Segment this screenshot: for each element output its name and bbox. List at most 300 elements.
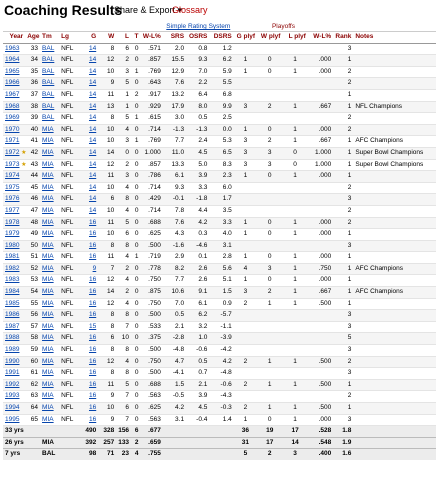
games-cell-link[interactable]: 14 <box>88 125 97 133</box>
team-cell[interactable] <box>40 252 59 264</box>
team-cell[interactable] <box>40 414 59 426</box>
win-pct-cell: .563 <box>141 414 163 426</box>
team-cell-link[interactable]: MIA <box>42 334 54 342</box>
team-cell[interactable] <box>40 171 59 183</box>
year-cell-link[interactable]: 1990 <box>5 357 20 365</box>
team-cell-link[interactable]: MIA <box>42 183 54 191</box>
year-cell[interactable] <box>3 368 25 380</box>
year-cell-link[interactable]: 1978 <box>5 218 20 226</box>
col-header-lg[interactable]: Lg <box>59 32 80 44</box>
year-cell[interactable] <box>3 403 25 415</box>
team-cell[interactable] <box>40 333 59 345</box>
team-cell[interactable] <box>40 229 59 241</box>
team-cell[interactable] <box>40 182 59 194</box>
games-cell[interactable] <box>80 379 98 391</box>
year-cell-link[interactable]: 1974 <box>5 172 20 180</box>
team-cell-link[interactable]: BAL <box>42 114 55 122</box>
games-cell-link[interactable]: 14 <box>88 160 97 168</box>
games-cell[interactable] <box>80 345 98 357</box>
year-cell[interactable] <box>3 205 25 217</box>
col-header-tm[interactable]: Tm <box>40 32 59 44</box>
playoff-wins-cell: 0 <box>257 171 282 183</box>
games-cell-link[interactable]: 16 <box>88 288 97 296</box>
col-header-osrs[interactable]: OSRS <box>186 32 209 44</box>
srs-cell: 7.8 <box>163 205 186 217</box>
col-header-rank[interactable]: Rank <box>333 32 353 44</box>
games-cell-link[interactable]: 14 <box>88 195 97 203</box>
year-cell[interactable] <box>3 345 25 357</box>
osrs-cell: 8.0 <box>186 101 209 113</box>
games-cell-link[interactable]: 14 <box>88 206 97 214</box>
team-cell-link[interactable]: MIA <box>42 404 54 411</box>
age-cell: 56 <box>25 310 40 322</box>
year-cell-link[interactable]: 1973 <box>5 160 20 168</box>
team-cell[interactable] <box>40 379 59 391</box>
rank-cell: 2 <box>333 217 353 229</box>
year-cell[interactable] <box>3 147 25 159</box>
age-cell: 36 <box>25 78 40 90</box>
playoff-win-pct-cell <box>308 368 333 380</box>
wins-cell: 9 <box>98 414 116 426</box>
year-cell[interactable] <box>3 78 25 90</box>
games-cell-link[interactable]: 14 <box>88 172 97 180</box>
team-cell[interactable] <box>40 321 59 333</box>
team-cell[interactable] <box>40 310 59 322</box>
playoff-win-pct-cell <box>308 78 333 90</box>
col-header-notes[interactable]: Notes <box>353 32 436 44</box>
year-cell-link[interactable]: 1995 <box>5 415 20 423</box>
srs-cell: 8.2 <box>163 263 186 275</box>
year-cell-link[interactable]: 1985 <box>5 299 20 307</box>
games-cell[interactable] <box>80 414 98 426</box>
table-row <box>3 194 436 206</box>
team-cell-link[interactable]: MIA <box>42 288 54 296</box>
simple-rating-system-link[interactable]: Simple Rating System <box>166 23 231 30</box>
games-cell-link[interactable]: 16 <box>88 334 97 342</box>
osrs-cell: -4.6 <box>186 240 209 252</box>
team-cell-link[interactable]: MIA <box>42 172 54 180</box>
games-cell-link[interactable]: 16 <box>88 392 97 400</box>
year-cell[interactable] <box>3 287 25 299</box>
games-cell-link[interactable]: 14 <box>88 90 97 98</box>
totals-notes-cell <box>353 449 436 460</box>
table-row <box>3 414 436 426</box>
notes-cell <box>353 368 436 380</box>
playoffs-group-header: Playoffs <box>271 23 295 30</box>
ties-cell: 0 <box>131 147 141 159</box>
games-cell-link[interactable]: 16 <box>88 380 97 388</box>
year-cell-link[interactable]: 1988 <box>5 334 20 342</box>
playoff-games-cell: 2 <box>234 298 257 310</box>
osrs-cell: 9.3 <box>186 55 209 67</box>
games-cell[interactable] <box>80 147 98 159</box>
year-cell[interactable] <box>3 275 25 287</box>
dsrs-cell: 2.8 <box>209 252 233 264</box>
games-cell[interactable] <box>80 310 98 322</box>
col-header-w-plyf[interactable]: W plyf <box>257 32 282 44</box>
win-pct-cell: .778 <box>141 263 163 275</box>
year-cell-link[interactable]: 1993 <box>5 392 20 400</box>
osrs-cell: 3.3 <box>186 182 209 194</box>
team-cell-link[interactable]: MIA <box>42 241 54 249</box>
playoff-games-cell: 1 <box>234 229 257 241</box>
osrs-cell: 4.2 <box>186 217 209 229</box>
games-cell[interactable] <box>80 171 98 183</box>
games-cell[interactable] <box>80 298 98 310</box>
totals-srs-cell <box>163 437 186 449</box>
year-cell-link[interactable]: 1968 <box>5 102 20 110</box>
win-pct-cell: .625 <box>141 229 163 241</box>
year-cell-link[interactable]: 1972 <box>5 148 20 156</box>
year-cell[interactable] <box>3 66 25 78</box>
rank-cell: 1 <box>333 136 353 148</box>
ties-cell: 0 <box>131 43 141 55</box>
games-cell-link[interactable]: 16 <box>88 369 97 377</box>
playoff-wins-cell: 2 <box>257 136 282 148</box>
osrs-cell: 0.1 <box>186 252 209 264</box>
games-cell-link[interactable]: 14 <box>88 114 97 122</box>
col-header-g[interactable]: G <box>80 32 98 44</box>
year-cell[interactable] <box>3 89 25 101</box>
games-cell-link[interactable]: 16 <box>88 415 97 423</box>
dsrs-cell: 2.5 <box>209 113 233 125</box>
team-cell[interactable] <box>40 345 59 357</box>
share-export-menu[interactable]: Share & Export ▾ <box>114 5 183 15</box>
wins-cell: 10 <box>98 182 116 194</box>
win-pct-cell: .625 <box>141 403 163 415</box>
games-cell[interactable] <box>80 113 98 125</box>
year-cell[interactable] <box>3 113 25 125</box>
team-cell-link[interactable]: MIA <box>42 299 54 307</box>
team-cell-link[interactable]: MIA <box>42 369 54 377</box>
col-header-age[interactable]: Age <box>25 32 40 44</box>
team-cell[interactable] <box>40 159 59 171</box>
year-cell-link[interactable]: 1965 <box>5 67 20 75</box>
year-cell-link[interactable]: 1970 <box>5 125 20 133</box>
games-cell[interactable] <box>80 252 98 264</box>
team-cell-link[interactable]: MIA <box>42 357 54 365</box>
games-cell[interactable] <box>80 136 98 148</box>
playoff-games-cell <box>234 310 257 322</box>
team-cell-link[interactable]: MIA <box>42 253 54 261</box>
osrs-cell: 2.2 <box>186 78 209 90</box>
year-cell-link[interactable]: 1966 <box>5 79 20 87</box>
team-cell-link[interactable]: MIA <box>42 311 54 319</box>
rank-cell: 1 <box>333 101 353 113</box>
table-row <box>3 310 436 322</box>
team-cell-link[interactable]: MIA <box>42 346 54 354</box>
losses-cell: 5 <box>116 379 131 391</box>
year-cell-link[interactable]: 1975 <box>5 183 20 191</box>
team-cell[interactable] <box>40 66 59 78</box>
year-cell[interactable] <box>3 124 25 136</box>
games-cell-link[interactable]: 14 <box>88 183 97 191</box>
year-cell[interactable] <box>3 217 25 229</box>
games-cell-link[interactable]: 14 <box>88 67 97 75</box>
games-cell[interactable] <box>80 391 98 403</box>
wins-cell: 14 <box>98 287 116 299</box>
games-cell-link[interactable]: 16 <box>88 230 97 238</box>
dsrs-cell: -4.8 <box>209 368 233 380</box>
team-cell[interactable] <box>40 113 59 125</box>
team-cell[interactable] <box>40 136 59 148</box>
team-cell[interactable] <box>40 298 59 310</box>
osrs-cell: 0.5 <box>186 113 209 125</box>
games-cell[interactable] <box>80 205 98 217</box>
year-cell[interactable] <box>3 55 25 67</box>
games-cell-link[interactable]: 16 <box>88 299 97 307</box>
games-cell[interactable] <box>80 263 98 275</box>
games-cell-link[interactable]: 9 <box>92 264 97 272</box>
team-cell-link[interactable]: MIA <box>42 137 54 145</box>
table-row <box>3 101 436 113</box>
year-cell-link[interactable]: 1971 <box>5 137 20 145</box>
dsrs-cell: 1.7 <box>209 194 233 206</box>
year-cell-link[interactable]: 1981 <box>5 253 20 261</box>
games-cell-link[interactable]: 16 <box>88 276 97 284</box>
games-cell[interactable] <box>80 287 98 299</box>
games-cell-link[interactable]: 15 <box>88 322 97 330</box>
table-row <box>3 55 436 67</box>
year-cell[interactable] <box>3 391 25 403</box>
games-cell-link[interactable]: 16 <box>88 218 97 226</box>
games-cell-link[interactable]: 14 <box>88 148 97 156</box>
year-cell[interactable] <box>3 240 25 252</box>
games-cell[interactable] <box>80 182 98 194</box>
games-cell[interactable] <box>80 159 98 171</box>
team-cell-link[interactable]: MIA <box>42 125 54 133</box>
games-cell-link[interactable]: 14 <box>88 79 97 87</box>
games-cell[interactable] <box>80 194 98 206</box>
team-cell-link[interactable]: BAL <box>42 102 55 110</box>
team-cell[interactable] <box>40 55 59 67</box>
year-cell[interactable] <box>3 414 25 426</box>
playoff-games-cell: 2 <box>234 356 257 368</box>
col-header-t[interactable]: T <box>131 32 141 44</box>
col-header-l-plyf[interactable]: L plyf <box>282 32 307 44</box>
col-header-g-plyf[interactable]: G plyf <box>234 32 257 44</box>
ties-cell: 0 <box>131 356 141 368</box>
games-cell-link[interactable]: 16 <box>88 241 97 249</box>
team-cell[interactable] <box>40 275 59 287</box>
year-cell[interactable] <box>3 310 25 322</box>
games-cell[interactable] <box>80 321 98 333</box>
games-cell[interactable] <box>80 89 98 101</box>
games-cell-link[interactable]: 14 <box>88 56 97 64</box>
team-cell-link[interactable]: MIA <box>42 206 54 214</box>
team-cell[interactable] <box>40 263 59 275</box>
league-cell: NFL <box>59 240 80 252</box>
games-cell[interactable] <box>80 229 98 241</box>
rank-cell: 1 <box>333 403 353 415</box>
games-cell[interactable] <box>80 217 98 229</box>
team-cell[interactable] <box>40 287 59 299</box>
team-cell-link[interactable]: MIA <box>42 218 54 226</box>
year-cell-link[interactable]: 1979 <box>5 230 20 238</box>
league-cell: NFL <box>59 229 80 241</box>
year-cell-link[interactable]: 1984 <box>5 288 20 296</box>
osrs-cell: 6.2 <box>186 310 209 322</box>
team-cell-link[interactable]: MIA <box>42 380 54 388</box>
games-cell[interactable] <box>80 124 98 136</box>
year-cell-link[interactable]: 1983 <box>5 276 20 284</box>
col-header-dsrs[interactable]: DSRS <box>209 32 233 44</box>
playoff-losses-cell <box>282 391 307 403</box>
year-cell-link[interactable]: 1967 <box>5 90 20 98</box>
games-cell-link[interactable]: 16 <box>88 253 97 261</box>
table-row <box>3 113 436 125</box>
col-header-w[interactable]: W <box>98 32 116 44</box>
team-cell-link[interactable]: MIA <box>42 276 54 284</box>
losses-cell: 5 <box>116 217 131 229</box>
team-cell-link[interactable]: MIA <box>42 230 54 238</box>
team-cell[interactable] <box>40 78 59 90</box>
games-cell[interactable] <box>80 275 98 287</box>
league-cell: NFL <box>59 101 80 113</box>
team-cell[interactable] <box>40 89 59 101</box>
playoff-losses-cell <box>282 240 307 252</box>
team-cell-link[interactable]: BAL <box>42 90 55 98</box>
year-cell[interactable] <box>3 101 25 113</box>
year-cell[interactable] <box>3 356 25 368</box>
year-cell[interactable] <box>3 43 25 55</box>
games-cell[interactable] <box>80 333 98 345</box>
team-cell[interactable] <box>40 240 59 252</box>
team-cell-link[interactable]: BAL <box>42 67 55 75</box>
year-cell[interactable] <box>3 159 25 171</box>
wins-cell: 14 <box>98 147 116 159</box>
playoff-win-pct-cell: .000 <box>308 275 333 287</box>
team-cell-link[interactable]: MIA <box>42 160 54 168</box>
year-cell-link[interactable]: 1987 <box>5 322 20 330</box>
playoff-losses-cell: 1 <box>282 263 307 275</box>
year-cell-link[interactable]: 1964 <box>5 56 20 64</box>
team-cell[interactable] <box>40 356 59 368</box>
games-cell[interactable] <box>80 403 98 415</box>
year-cell[interactable] <box>3 263 25 275</box>
games-cell[interactable] <box>80 66 98 78</box>
year-cell-link[interactable]: 1989 <box>5 346 20 354</box>
year-cell[interactable] <box>3 298 25 310</box>
table-row <box>3 240 436 252</box>
games-cell-link[interactable]: 16 <box>88 404 97 411</box>
year-cell-link[interactable]: 1980 <box>5 241 20 249</box>
team-cell[interactable] <box>40 124 59 136</box>
team-cell-link[interactable]: MIA <box>42 148 54 156</box>
year-cell-link[interactable]: 1991 <box>5 369 20 377</box>
games-cell[interactable] <box>80 43 98 55</box>
team-cell-link[interactable]: MIA <box>42 264 54 272</box>
year-cell-link[interactable]: 1977 <box>5 206 20 214</box>
win-pct-cell: .857 <box>141 55 163 67</box>
year-cell[interactable] <box>3 252 25 264</box>
col-header-w-l-[interactable]: W-L% <box>308 32 333 44</box>
games-cell-link[interactable]: 14 <box>88 137 97 145</box>
games-cell[interactable] <box>80 356 98 368</box>
team-cell[interactable] <box>40 205 59 217</box>
col-header-l[interactable]: L <box>116 32 131 44</box>
games-cell-link[interactable]: 16 <box>88 357 97 365</box>
team-cell[interactable] <box>40 43 59 55</box>
totals-win-pct-cell: .659 <box>141 437 163 449</box>
year-cell[interactable] <box>3 333 25 345</box>
year-cell[interactable] <box>3 321 25 333</box>
year-cell-link[interactable]: 1994 <box>5 404 20 411</box>
ties-cell: 0 <box>131 287 141 299</box>
year-cell[interactable] <box>3 229 25 241</box>
team-cell[interactable] <box>40 217 59 229</box>
year-cell[interactable] <box>3 136 25 148</box>
games-cell[interactable] <box>80 101 98 113</box>
glossary-link[interactable]: Glossary <box>172 5 208 15</box>
playoff-losses-cell <box>282 321 307 333</box>
team-cell-link[interactable]: BAL <box>42 44 55 52</box>
osrs-cell: 3.2 <box>186 321 209 333</box>
team-cell-link[interactable]: MIA <box>42 322 54 330</box>
losses-cell: 8 <box>116 368 131 380</box>
year-cell-link[interactable]: 1992 <box>5 380 20 388</box>
games-cell-link[interactable]: 14 <box>88 102 97 110</box>
games-cell[interactable] <box>80 78 98 90</box>
losses-cell: 2 <box>116 55 131 67</box>
playoff-losses-cell <box>282 78 307 90</box>
table-row <box>3 298 436 310</box>
team-cell-link[interactable]: BAL <box>42 56 55 64</box>
team-cell[interactable] <box>40 391 59 403</box>
playoff-games-cell <box>234 194 257 206</box>
team-cell[interactable] <box>40 194 59 206</box>
wins-cell: 10 <box>98 403 116 415</box>
year-cell-link[interactable]: 1986 <box>5 311 20 319</box>
rank-cell: 1 <box>333 89 353 101</box>
year-cell-link[interactable]: 1976 <box>5 195 20 203</box>
team-cell-link[interactable]: MIA <box>42 392 54 400</box>
games-cell-link[interactable]: 16 <box>88 346 97 354</box>
team-cell[interactable] <box>40 368 59 380</box>
playoff-win-pct-cell: 1.000 <box>308 159 333 171</box>
year-cell-link[interactable]: 1969 <box>5 114 20 122</box>
games-cell[interactable] <box>80 240 98 252</box>
games-cell[interactable] <box>80 55 98 67</box>
table-footer <box>3 426 436 460</box>
year-cell[interactable] <box>3 379 25 391</box>
year-cell[interactable] <box>3 194 25 206</box>
totals-srs-cell <box>163 449 186 460</box>
games-cell-link[interactable]: 16 <box>88 311 97 319</box>
team-cell-link[interactable]: MIA <box>42 415 54 423</box>
playoff-losses-cell <box>282 368 307 380</box>
wins-cell: 11 <box>98 171 116 183</box>
playoff-losses-cell: 1 <box>282 171 307 183</box>
playoff-win-pct-cell: .000 <box>308 55 333 67</box>
games-cell[interactable] <box>80 368 98 380</box>
team-cell-link[interactable]: MIA <box>42 195 54 203</box>
col-header-srs[interactable]: SRS <box>163 32 186 44</box>
team-cell[interactable] <box>40 147 59 159</box>
wins-cell: 8 <box>98 310 116 322</box>
col-header-w-l-[interactable]: W-L% <box>141 32 163 44</box>
year-cell[interactable] <box>3 171 25 183</box>
games-cell-link[interactable]: 14 <box>88 44 97 52</box>
year-cell-link[interactable]: 1982 <box>5 264 20 272</box>
team-cell[interactable] <box>40 101 59 113</box>
team-cell[interactable] <box>40 403 59 415</box>
col-header-year[interactable]: Year <box>3 32 25 44</box>
year-cell-link[interactable]: 1963 <box>5 44 20 52</box>
team-cell-link[interactable]: BAL <box>42 79 55 87</box>
totals-osrs-cell <box>186 449 209 460</box>
year-cell[interactable] <box>3 182 25 194</box>
